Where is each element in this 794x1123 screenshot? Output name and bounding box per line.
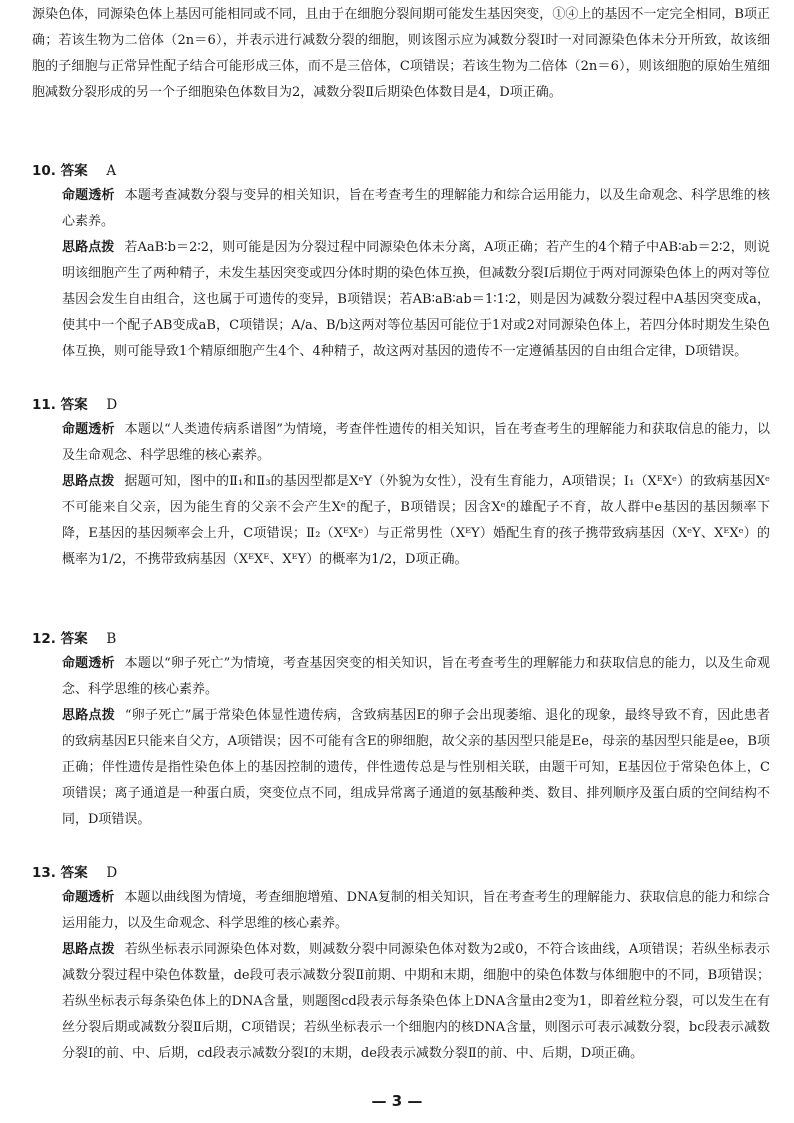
question-10-analysis [62,183,770,235]
answer-label: 答案 [60,865,88,881]
reasoning-text: 若AaB∶b＝2∶2，则可能是因为分裂过程中同源染色体未分离，A项正确；若产生的4个精子中AB∶ab＝2∶2，则说明该细胞产生了两种精子，未发生基因突变或四分体时期的染色体互换，但减数分裂Ⅰ后期位于两对同源染色体上的两对等位基因会发生自由组合，这也属于可遗传的变异，B项错误；若AB∶aB∶ab＝1∶1∶2，则是因为减数分裂过程中A基因突变成a，使其中一个配子AB变成aB，C项错误；A/a、B/b这两对等位基因可能位于1对或2对同源染色体上，若四分体时期发生染色体互换，则可能导致1个精原细胞产生4个、4种精子，故这两对基因的遗传不一定遵循基因的自由组合定律，D项错误。 [62,240,770,359]
reasoning-text: “卵子死亡”属于常染色体显性遗传病，含致病基因E的卵子会出现萎缩、退化的现象，最终导致不育，因此患者的致病基因E只能来自父方，A项错误；因不可能有含E的卵细胞，故父亲的基因型只能是Ee，母亲的基因型只能是ee，B项正确；伴性遗传是指性染色体上的基因控制的遗传，伴性遗传总是与性别相关联，由题干可知，E基因位于常染色体上，C项错误；离子通道是一种蛋白质，突变位点不同，组成异常离子通道的氨基酸种类、数目、排列顺序及蛋白质的空间结构不同，D项错误。 [62,708,770,827]
reasoning-text: 若纵坐标表示同源染色体对数，则减数分裂中同源染色体对数为2或0，不符合该曲线，A项错误；若纵坐标表示减数分裂过程中染色体数量，de段可表示减数分裂Ⅱ前期、中期和末期，细胞中的染色体数与体细胞中的不同，B项错误；若纵坐标表示每条染色体上的DNA含量，则题图cd段表示每条染色体上DNA含量由2变为1，即着丝粒分裂，可以发生在有丝分裂后期或减数分裂Ⅱ后期，C项错误；若纵坐标表示一个细胞内的核DNA含量，则图示可表示减数分裂，bc段表示减数分裂Ⅰ的前、中、后期，cd段表示减数分裂Ⅰ的末期，de段表示减数分裂Ⅱ的前、中、后期，D项正确。 [62,942,770,1061]
question-13-reasoning [62,937,770,1067]
answer-value: D [106,865,118,881]
question-13-analysis [62,885,770,937]
answer-value: A [106,163,117,179]
analysis-label: 命题透析 [62,422,115,437]
answer-label: 答案 [60,397,88,413]
analysis-label: 命题透析 [62,656,115,671]
analysis-text: 本题考查减数分裂与变异的相关知识，旨在考查考生的理解能力和综合运用能力，以及生命观念、科学思维的核心素养。 [62,188,770,229]
analysis-label: 命题透析 [62,188,115,203]
question-10-header [32,158,116,184]
question-11-reasoning [62,469,770,573]
question-13-header [32,860,117,886]
question-10-reasoning [62,235,770,365]
intro-paragraph: 源染色体，同源染色体上基因可能相同或不同，且由于在细胞分裂间期可能发生基因突变，①④上的基因不一定完全相同，B项正确；若该生物为二倍体（2n＝6），并表示进行减数分裂的细胞，则该图示应为减数分裂Ⅰ时一对同源染色体未分开所致，故该细胞的子细胞与正常异性配子结合可能形成三体，而不是三倍体，C项错误；若该生物为二倍体（2n＝6），则该细胞的原始生殖细胞减数分裂形成的另一个子细胞染色体数目为2，减数分裂Ⅱ后期染色体数目是4，D项正确。 [32,7,770,100]
reasoning-label: 思路点拨 [62,474,115,489]
analysis-text: 本题以曲线图为情境，考查细胞增殖、DNA复制的相关知识，旨在考查考生的理解能力、获取信息的能力和综合运用能力，以及生命观念、科学思维的核心素养。 [62,890,770,931]
page-number: — 3 — [371,1092,423,1110]
question-11-analysis [62,417,770,469]
reasoning-text: 据题可知，图中的Ⅱ₁和Ⅱ₃的基因型都是XᵉY（外貌为女性），没有生育能力，A项错误；Ⅰ₁（XᴱXᵉ）的致病基因Xᵉ不可能来自父亲，因为能生育的父亲不会产生Xᵉ的配子，B项错误；因含Xᵉ的雄配子不育，故人群中e基因的基因频率下降，E基因的基因频率会上升，C项错误；Ⅱ₂（XᴱXᵉ）与正常男性（XᴱY）婚配生育的孩子携带致病基因（XᵉY、XᴱXᵉ）的概率为1/2，不携带致病基因（XᴱXᴱ、XᴱY）的概率为1/2，D项正确。 [62,474,770,567]
analysis-text: 本题以“卵子死亡”为情境，考查基因突变的相关知识，旨在考查考生的理解能力和获取信息的能力，以及生命观念、科学思维的核心素养。 [62,656,770,697]
question-12-header [32,626,116,652]
question-12-reasoning [62,703,770,833]
analysis-label: 命题透析 [62,890,115,905]
question-number: 11. [32,397,56,413]
reasoning-label: 思路点拨 [62,708,115,723]
answer-label: 答案 [60,163,88,179]
analysis-text: 本题以“人类遗传病系谱图”为情境，考查伴性遗传的相关知识，旨在考查考生的理解能力和获取信息的能力，以及生命观念、科学思维的核心素养。 [62,422,770,463]
question-12-analysis [62,651,770,703]
reasoning-label: 思路点拨 [62,240,115,255]
answer-value: D [106,397,118,413]
question-number: 13. [32,865,56,881]
question-number: 10. [32,163,56,179]
question-number: 12. [32,631,56,647]
question-11-header [32,392,117,418]
answer-value: B [106,631,117,647]
answer-label: 答案 [60,631,88,647]
reasoning-label: 思路点拨 [62,942,115,957]
